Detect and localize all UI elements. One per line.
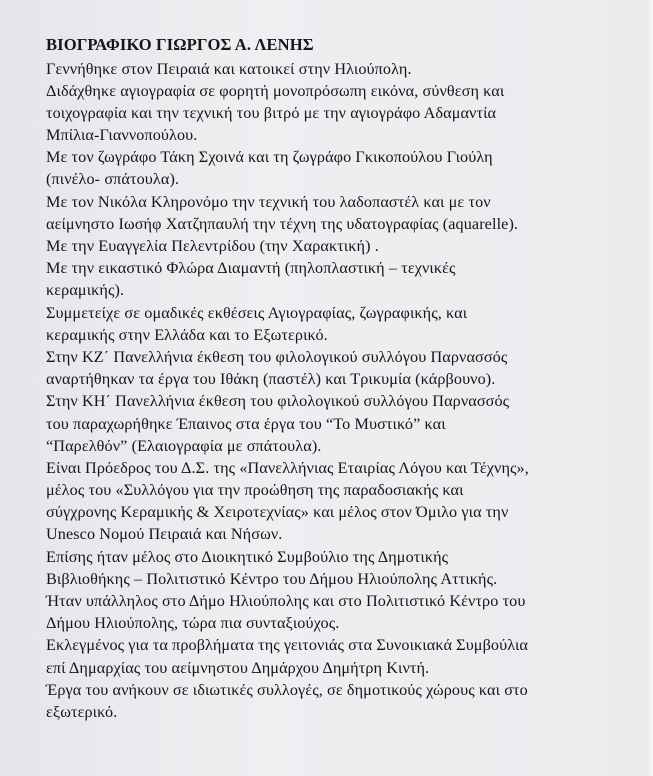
text-line: αείμνηστο Ιωσήφ Χατζηπαυλή την τέχνη της υδατογραφίας (aquarelle). [46, 214, 519, 233]
text-line: Διδάχθηκε αγιογραφία σε φορητή μονοπρόσωπη εικόνα, σύνθεση και [46, 81, 505, 100]
text-line: Γεννήθηκε στον Πειραιά και κατοικεί στην Ηλιούπολη. [46, 59, 412, 78]
text-line: Βιβλιοθήκης – Πολιτιστικό Κέντρο του Δήμου Ηλιούπολης Αττικής. [46, 569, 498, 588]
text-line: σύγχρονης Κεραμικής & Χειροτεχνίας» και μέλος στον Όμιλο για την [46, 503, 509, 522]
page-edge [647, 0, 653, 776]
text-line: Unesco Νομού Πειραιά και Νήσων. [46, 525, 283, 544]
text-line: εξωτερικό. [46, 702, 118, 721]
text-line: Έργα του ανήκουν σε ιδιωτικές συλλογές, σε δημοτικούς χώρους και στο [46, 680, 528, 699]
text-line: Ήταν υπάλληλος στο Δήμο Ηλιούπολης και στο Πολιτιστικό Κέντρο του [46, 592, 526, 610]
text-line: του παραχωρήθηκε Έπαινος στα έργα του “Το Μυστικό” και [46, 414, 446, 433]
text-line: Δήμου Ηλιούπολης, τώρα πια συνταξιούχος. [46, 614, 340, 633]
text-line: Μπίλια-Γιαννοπούλου. [46, 126, 198, 145]
text-line: Στην ΚΖ΄ Πανελλήνια έκθεση του φιλολογικού συλλόγου Παρνασσός [46, 347, 508, 366]
text-line: “Παρελθόν” (Ελαιογραφία με σπάτουλα). [46, 436, 322, 455]
text-line: Με την Ευαγγελία Πελεντρίδου (την Χαρακτική) . [46, 237, 379, 255]
text-line: Επίσης ήταν μέλος στο Διοικητικό Συμβούλιο της Δημοτικής [46, 547, 449, 566]
text-line: Εκλεγμένος για τα προβλήματα της γειτονιάς στα Συνοικιακά Συμβούλια [46, 636, 529, 655]
text-line: τοιχογραφία και την τεχνική του βιτρό με την αγιογράφο Αδαμαντία [46, 103, 497, 122]
text-line: κεραμικής). [46, 281, 125, 300]
text-line: (πινέλο- σπάτουλα). [46, 170, 180, 189]
biography-text [46, 33, 646, 723]
text-line: αναρτήθηκαν τα έργα του Ιθάκη (παστέλ) και Τρικυμία (κάρβουνο). [46, 370, 496, 389]
text-line: κεραμικής στην Ελλάδα και το Εξωτερικό. [46, 325, 328, 344]
text-line: Με την εικαστικό Φλώρα Διαμαντή (πηλοπλαστική – τεχνικές [46, 259, 456, 278]
document-title: ΒΙΟΓΡΑΦΙΚΟ ΓΙΩΡΓΟΣ Α. ΛΕΝΗΣ [46, 35, 314, 54]
text-line: Στην ΚΗ΄ Πανελλήνια έκθεση του φιλολογικού συλλόγου Παρνασσός [46, 392, 510, 411]
text-line: Είναι Πρόεδρος του Δ.Σ. της «Πανελλήνιας Εταιρίας Λόγου και Τέχνης», [46, 458, 529, 477]
text-line: επί Δημαρχίας του αείμνηστου Δημάρχου Δημήτρη Κιντή. [46, 658, 430, 677]
text-line: Συμμετείχε σε ομαδικές εκθέσεις Αγιογραφίας, ζωγραφικής, και [46, 303, 468, 322]
text-line: Με τον ζωγράφο Τάκη Σχοινά και τη ζωγράφο Γκικοπούλου Γιούλη [46, 148, 493, 167]
text-line: Με τον Νικόλα Κληρονόμο την τεχνική του λαδοπαστέλ και με τον [46, 192, 491, 211]
text-line: μέλος του «Συλλόγου για την προώθηση της παραδοσιακής και [46, 481, 464, 500]
